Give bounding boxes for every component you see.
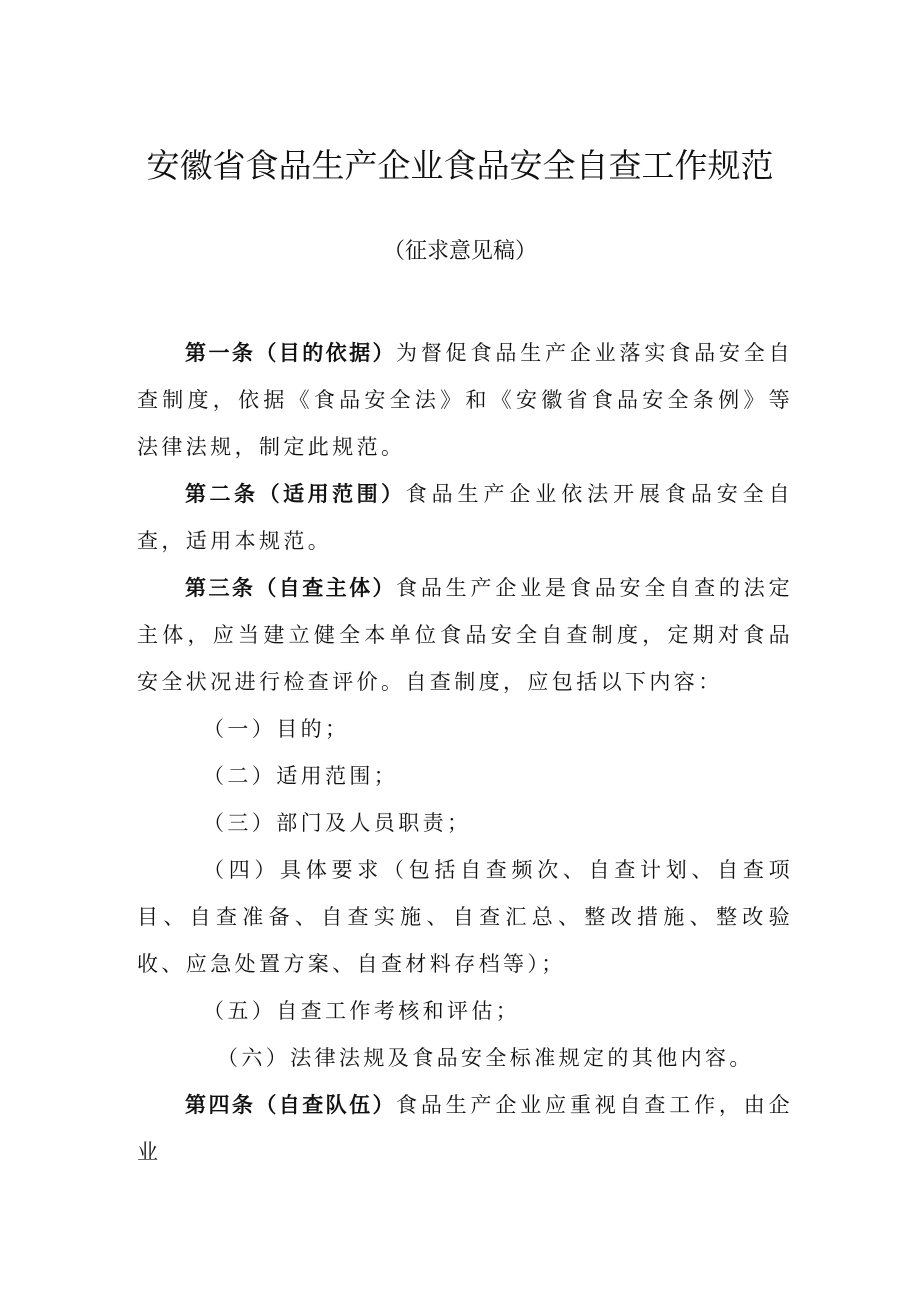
article-3-text: 食品生产企业是食品安全自查的法定主体，应当建立健全本单位食品安全自查制度，定期对食品安全状况进行检查评价。自查制度，应包括以下内容： [137, 576, 794, 694]
article-3 [137, 565, 793, 706]
list-item: （一）目的； [203, 717, 350, 741]
article-2 [137, 471, 793, 565]
list-item: （六）法律法规及食品安全标准规定的其他内容。 [217, 1046, 754, 1070]
article-1-heading: 第一条（目的依据） [185, 341, 396, 365]
article-4 [137, 1082, 793, 1176]
document-title: 安徽省食品生产企业食品安全自查工作规范 [146, 146, 774, 185]
list-item: （三）部门及人员职责； [203, 811, 472, 835]
document-subtitle: （征求意见稿） [382, 239, 537, 264]
article-2-text: 食品生产企业依法开展食品安全自查，适用本规范。 [137, 482, 794, 553]
article-3-heading: 第三条（自查主体） [185, 576, 396, 600]
article-1-text: 为督促食品生产企业落实食品安全自查制度，依据《食品安全法》和《安徽省食品安全条例》等法律法规，制定此规范。 [137, 341, 794, 459]
list-item: （二）适用范围； [203, 764, 399, 788]
list-item: （五）自查工作考核和评估； [203, 999, 521, 1023]
article-1 [137, 330, 793, 471]
document-body [137, 330, 793, 1176]
article-2-heading: 第二条（适用范围） [185, 482, 406, 506]
list-item: （四）具体要求（包括自查频次、自查计划、自查项目、自查准备、自查实施、自查汇总、整改措施、整改验收、应急处置方案、自查材料存档等）； [137, 858, 793, 976]
article-4-text: 食品生产企业应重视自查工作，由企业 [137, 1093, 794, 1164]
article-4-heading: 第四条（自查队伍） [185, 1093, 396, 1117]
